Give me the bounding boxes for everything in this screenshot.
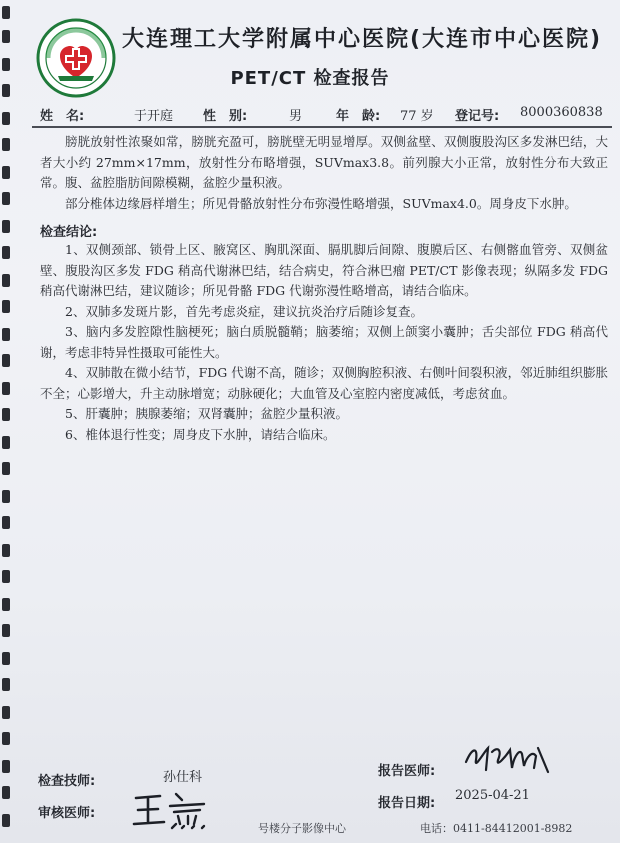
binder-hole [2, 706, 10, 719]
binder-hole [2, 436, 10, 449]
report-date-label: 报告日期: [378, 796, 436, 811]
registration-number: 8000360838 [520, 105, 603, 120]
conclusion-item: 3、脑内多发腔隙性脑梗死；脑白质脱髓鞘；脑萎缩；双侧上颌窦小囊肿；舌尖部位 FDG 稍高代谢，考虑非特异性摄取可能性大。 [40, 324, 608, 360]
binder-hole [2, 598, 10, 611]
binder-hole [2, 166, 10, 179]
conclusion-heading: 检查结论: [40, 225, 98, 240]
conclusion-item: 1、双侧颈部、锁骨上区、腋窝区、胸肌深面、膈肌脚后间隙、腹膜后区、右侧髂血管旁、双侧盆壁、腹股沟区多发 FDG 稍高代谢淋巴结，结合病史，符合淋巴瘤 PET/CT 影像表现；纵隔多发 FDG 稍高代谢淋巴结，建议随诊；所见骨骼 FDG 代谢弥漫性略增高，请结合临床。 [40, 242, 608, 298]
reviewer-label: 审核医师: [38, 806, 96, 821]
binder-hole [2, 220, 10, 233]
age-label: 年 龄: [336, 109, 381, 124]
binder-hole [2, 6, 10, 19]
binder-hole [2, 814, 10, 827]
reviewer-signature [130, 788, 210, 832]
binder-hole [2, 760, 10, 773]
technician-label: 检查技师: [38, 774, 96, 789]
technician-name: 孙仕科 [163, 770, 203, 785]
binder-hole [2, 652, 10, 665]
conclusions-section [40, 240, 608, 445]
binder-hole [2, 678, 10, 691]
binder-hole [2, 354, 10, 367]
binder-hole [2, 624, 10, 637]
conclusion-item: 6、椎体退行性变；周身皮下水肿，请结合临床。 [65, 426, 336, 442]
binder-hole [2, 300, 10, 313]
conclusion-item: 5、肝囊肿；胰腺萎缩；双肾囊肿；盆腔少量积液。 [65, 406, 348, 421]
report-title: PET/CT 检查报告 [230, 68, 390, 89]
patient-name: 于开庭 [134, 109, 174, 124]
binder-hole [2, 490, 10, 503]
binder-hole [2, 274, 10, 287]
findings-paragraph: 部分椎体边缘唇样增生；所见骨骼放射性分布弥漫性略增强，SUVmax4.0。周身皮下水肿。 [65, 195, 577, 211]
binder-hole [2, 786, 10, 799]
registration-label: 登记号: [455, 109, 500, 124]
report-doctor-label: 报告医师: [378, 764, 436, 779]
report-date: 2025-04-21 [455, 788, 530, 803]
conclusion-item: 4、双肺散在微小结节，FDG 代谢不高，随诊；双侧胸腔积液、右侧叶间裂积液，邻近肺组织膨胀不全；心影增大，升主动脉增宽；动脉硬化；大血管及心室腔内密度减低，考虑贫血。 [40, 365, 608, 401]
binder-hole [2, 192, 10, 205]
findings-section [40, 132, 608, 214]
binder-hole [2, 462, 10, 475]
findings-paragraph: 膀胱放射性浓聚如常，膀胱充盈可，膀胱壁无明显增厚。双侧盆壁、双侧腹股沟区多发淋巴结，大者大小约 27mm×17mm，放射性分布略增强，SUVmax3.8。前列腺大小正常，放射性分布大致正常。腹、盆腔脂肪间隙模糊，盆腔少量积液。 [40, 134, 608, 190]
patient-gender: 男 [289, 109, 303, 124]
binder-hole [2, 382, 10, 395]
binder-holes [2, 0, 12, 843]
conclusion-item: 2、双肺多发斑片影，首先考虑炎症，建议抗炎治疗后随诊复查。 [65, 303, 423, 319]
report-doctor-signature [462, 738, 552, 778]
binder-hole [2, 30, 10, 43]
name-label: 姓 名: [40, 109, 85, 124]
binder-hole [2, 516, 10, 529]
hospital-name: 大连理工大学附属中心医院(大连市中心医院) [122, 27, 603, 52]
binder-hole [2, 570, 10, 583]
header-divider [32, 126, 612, 128]
binder-hole [2, 408, 10, 421]
patient-age: 77 岁 [400, 109, 434, 124]
binder-hole [2, 732, 10, 745]
binder-hole [2, 246, 10, 259]
binder-hole [2, 328, 10, 341]
footer-phone: 电话：0411-84412001-8982 [420, 822, 573, 835]
binder-hole [2, 112, 10, 125]
binder-hole [2, 138, 10, 151]
binder-hole [2, 544, 10, 557]
patient-info-row [30, 103, 615, 125]
footer-address: 号楼分子影像中心 [258, 822, 346, 835]
gender-label: 性 别: [203, 109, 248, 124]
